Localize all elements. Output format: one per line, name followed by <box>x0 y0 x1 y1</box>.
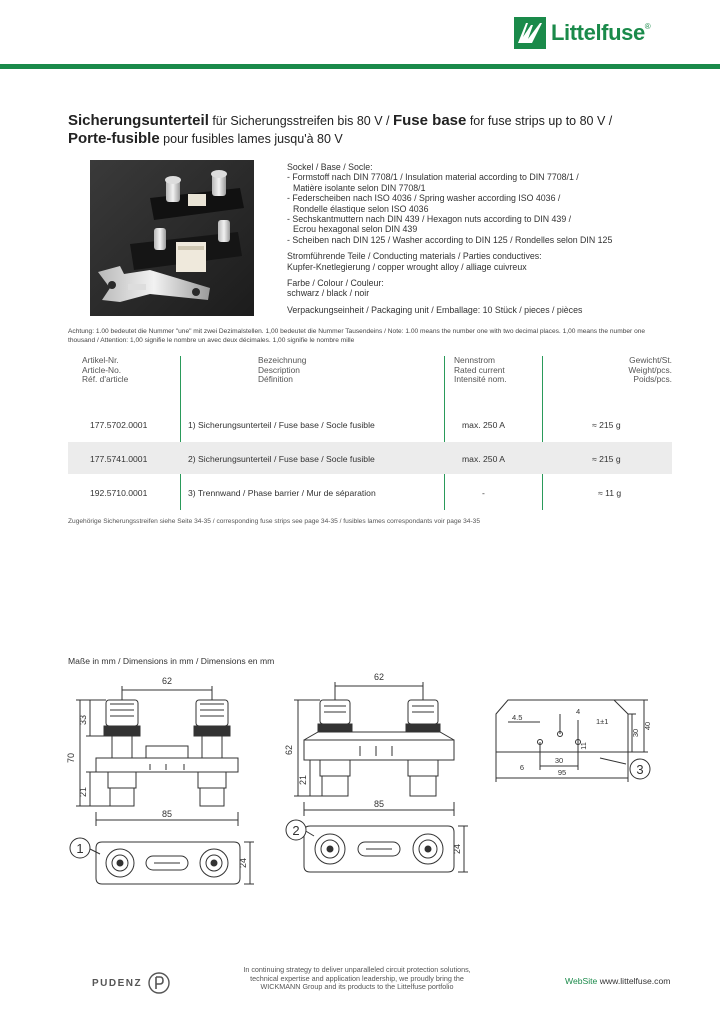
dim-1-lower: 21 <box>78 786 88 798</box>
website-link[interactable]: www.littelfuse.com <box>597 976 671 986</box>
dim-2-width: 24 <box>452 843 462 855</box>
title-en-rest: for fuse strips up to 80 V / <box>466 114 613 128</box>
title-fr: Porte-fusible <box>68 130 160 147</box>
spec-line: Matière isolante selon DIN 7708/1 <box>293 182 426 193</box>
callout-1 <box>70 838 90 858</box>
pudenz-brand <box>92 972 170 994</box>
cell-rated: max. 250 A <box>462 454 505 464</box>
spec-line: - Federscheiben nach ISO 4036 / Spring washer according ISO 4036 / <box>287 193 561 204</box>
cell-rated: - <box>482 488 485 498</box>
dimensions-title: Maße in mm / Dimensions in mm / Dimensions en mm <box>68 656 275 666</box>
dim-3-slot: 4 <box>576 707 581 716</box>
dim-1-length: 85 <box>161 809 173 819</box>
dim-1-top: 62 <box>161 676 173 686</box>
decimal-note: Achtung: 1.00 bedeutet die Nummer "une" mit zwei Dezimalstellen. 1,00 bedeutet die Nummer Tausendeins / Note: 1.00 means the number one with two decimal places. 1,00 means the number one thousand / Attention: 1,00 signifie le nombre un avec deux décimales. 1,00 signifie le nombre mille <box>68 328 646 344</box>
brand-name: Littelfuse <box>551 20 645 45</box>
spec-line: Ecrou hexagonal selon DIN 439 <box>293 224 418 235</box>
drawing-2-side <box>304 700 454 796</box>
dim-3-hole-offset: 4.5 <box>512 713 523 722</box>
header-weight: Gewicht/St. Weight/pcs. Poids/pcs. <box>628 355 672 385</box>
title-fr-rest: pour fusibles lames jusqu'à 80 V <box>159 132 343 146</box>
cell-weight: ≈ 215 g <box>592 454 621 464</box>
pudenz-name: PUDENZ <box>92 977 143 989</box>
footer-statement: In continuing strategy to deliver unparalleled circuit protection solutions, technical expertise and application leadership, we proudly bring the WICKMANN Group and its products to the Littelfuse portfolio <box>243 965 471 992</box>
registered-mark: ® <box>644 22 651 31</box>
svg-text:1: 1 <box>76 841 84 856</box>
header-description: Bezeichnung Description Définition <box>258 355 307 385</box>
spec-line: - Formstoff nach DIN 7708/1 / Insulation material according to DIN 7708/1 / <box>287 172 579 183</box>
spec-line: Sockel / Base / Socle: <box>287 162 373 172</box>
cell-rated: max. 250 A <box>462 420 505 430</box>
dim-2-height: 62 <box>284 744 294 756</box>
dim-1-height: 70 <box>66 752 76 764</box>
cell-description: 1) Sicherungsunterteil / Fuse base / Socle fusible <box>188 420 375 430</box>
drawing-3-barrier <box>496 700 628 752</box>
dim-3-thickness: 1±1 <box>596 717 609 726</box>
dim-1-upper: 33 <box>78 714 88 726</box>
related-strips-note: Zugehörige Sicherungsstreifen siehe Seite 34-35 / corresponding fuse strips see page 34-35 / fusibles lames correspondants voir page 34-35 <box>68 518 480 525</box>
cell-weight: ≈ 11 g <box>598 488 622 498</box>
dim-1-width: 24 <box>238 857 248 869</box>
dim-2-length: 85 <box>373 799 385 809</box>
dim-3-height2: 40 <box>643 721 652 731</box>
spec-line: Stromführende Teile / Conducting materials / Parties conductives: <box>287 251 542 262</box>
pudenz-logo-icon <box>148 972 170 994</box>
spec-line: - Sechskantmuttern nach DIN 439 / Hexagon nuts according to DIN 439 / <box>287 214 572 225</box>
title-de: Sicherungsunterteil <box>68 112 209 129</box>
spec-packaging: Verpackungseinheit / Packaging unit / Emballage: 10 Stück / pieces / pièces <box>287 304 583 315</box>
dim-3-edge: 6 <box>519 763 525 772</box>
website-label: WebSite <box>565 976 598 986</box>
cell-article: 177.5702.0001 <box>90 420 148 430</box>
spec-line: Kupfer-Knetlegierung / copper wrought alloy / alliage cuivreux <box>287 261 527 272</box>
drawing-1-top <box>96 842 240 884</box>
drawing-1-side <box>96 700 238 806</box>
cell-description: 3) Trennwand / Phase barrier / Mur de séparation <box>188 488 376 498</box>
svg-text:2: 2 <box>292 823 300 838</box>
svg-text:3: 3 <box>636 762 644 777</box>
header-rated: Nennstrom Rated current Intensité nom. <box>454 355 507 385</box>
cell-article: 177.5741.0001 <box>90 454 148 464</box>
callout-2 <box>286 820 306 840</box>
dim-3-height1: 30 <box>631 728 640 738</box>
dim-3-inner: 30 <box>554 756 564 765</box>
dim-3-hole: 11 <box>579 742 588 750</box>
spec-line: Farbe / Colour / Couleur: <box>287 278 384 289</box>
title-de-rest: für Sicherungsstreifen bis 80 V / <box>208 114 393 128</box>
spec-line: - Scheiben nach DIN 125 / Washer according to DIN 125 / Rondelles selon DIN 125 <box>287 234 613 245</box>
title-en: Fuse base <box>392 112 467 129</box>
cell-weight: ≈ 215 g <box>592 420 621 430</box>
drawing-2-top <box>304 826 454 872</box>
dim-2-lower: 21 <box>298 774 308 786</box>
cell-description: 2) Sicherungsunterteil / Fuse base / Socle fusible <box>188 454 375 464</box>
dim-2-top: 62 <box>373 672 385 682</box>
spec-line: schwarz / black / noir <box>287 288 370 299</box>
footer-website[interactable] <box>565 976 670 986</box>
cell-article: 192.5710.0001 <box>90 488 148 498</box>
header-article: Artikel-Nr. Article-No. Réf. d'article <box>82 355 129 385</box>
callout-3 <box>630 759 650 779</box>
dim-3-overall: 95 <box>557 768 567 777</box>
spec-line: Rondelle élastique selon ISO 4036 <box>293 203 429 214</box>
